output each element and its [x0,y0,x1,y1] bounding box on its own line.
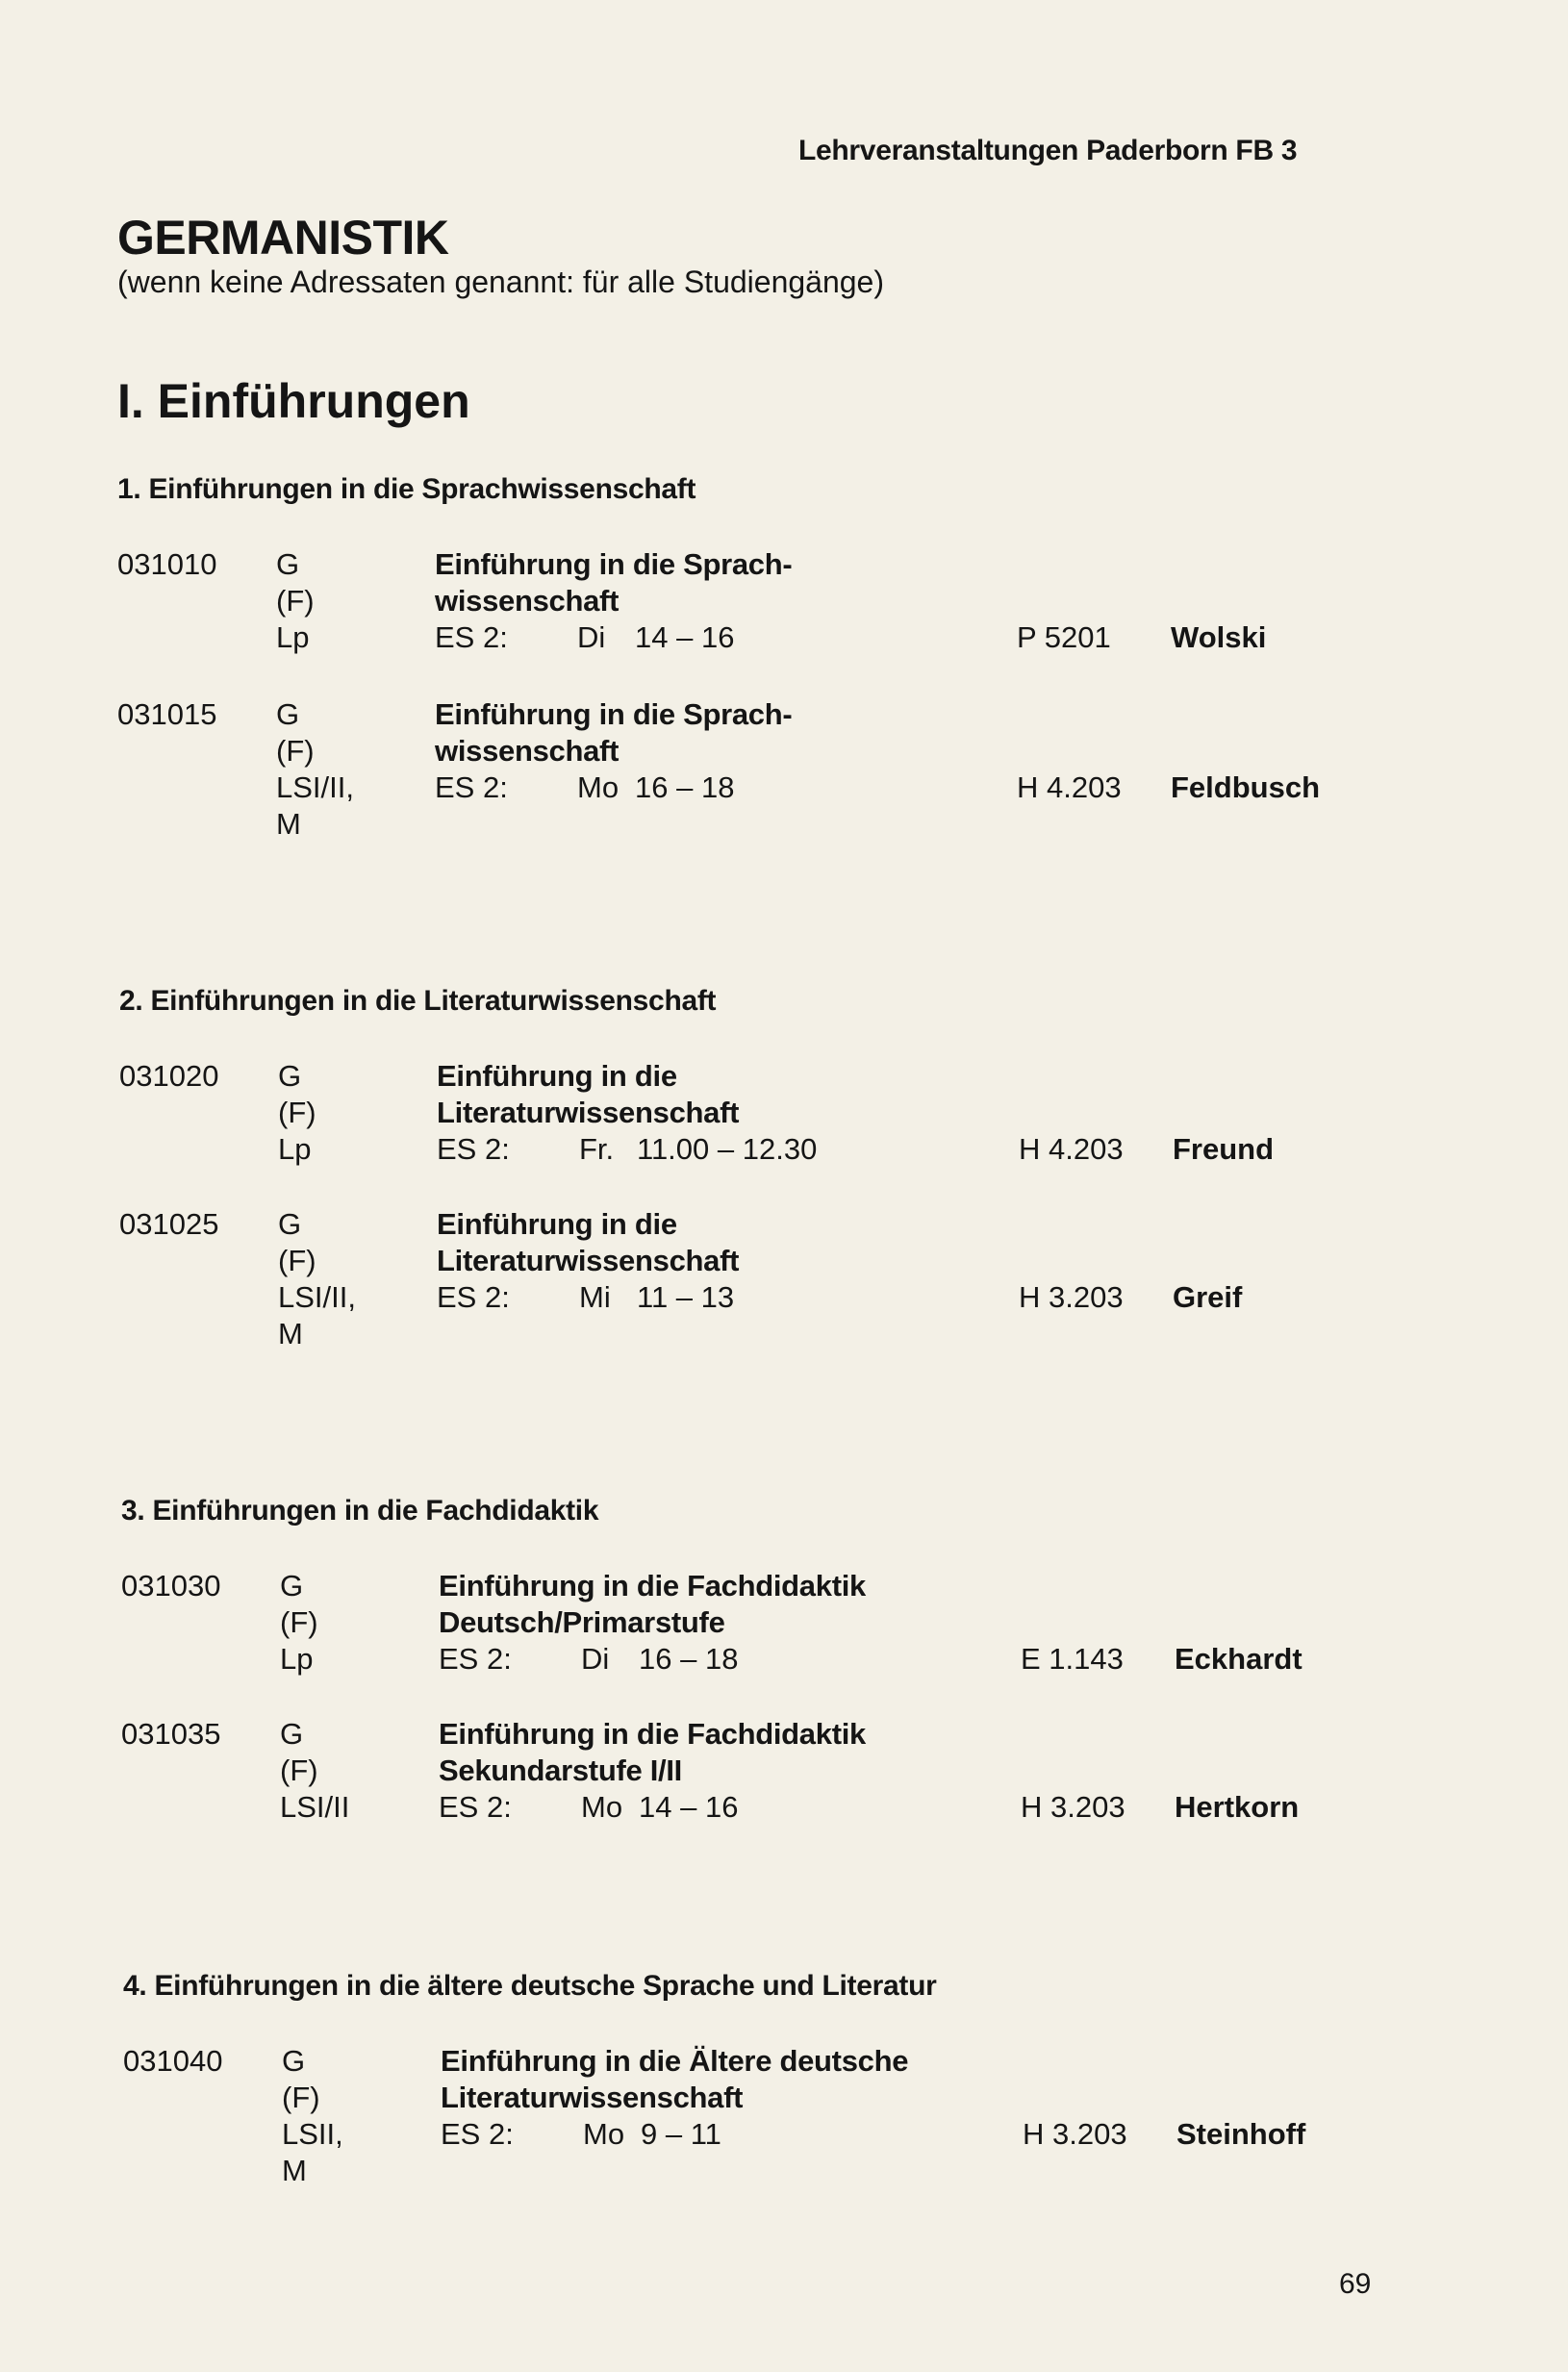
course-es: ES 2: [435,770,508,804]
course-es: ES 2: [437,1280,510,1314]
course-title: Literaturwissenschaft [437,1096,740,1129]
course-title: wissenschaft [435,734,620,768]
course-room: P 5201 [1017,620,1111,654]
course-number: 031035 [121,1717,221,1751]
course-day: Mi [579,1280,611,1314]
course-code: Lp [280,1642,314,1676]
course-time: 16 – 18 [639,1642,739,1676]
course-code: Lp [276,620,310,654]
course-title: Einführung in die [437,1059,677,1093]
course-code: (F) [278,1096,316,1129]
course-room: H 3.203 [1023,2117,1127,2151]
course-code: G [276,697,300,731]
course-room: E 1.143 [1021,1642,1124,1676]
course-title: Sekundarstufe I/II [439,1754,682,1787]
course-time: 11.00 – 12.30 [637,1132,818,1166]
course-code: (F) [282,2081,320,2114]
course-code: Lp [278,1132,312,1166]
course-es: ES 2: [435,620,508,654]
course-code: M [278,1317,303,1350]
course-code: (F) [280,1754,318,1787]
course-title: Einführung in die Fachdidaktik [439,1717,866,1751]
group-title: 2. Einführungen in die Literaturwissenschaft [119,985,717,1017]
course-room: H 3.203 [1021,1790,1125,1824]
course-es: ES 2: [439,1642,512,1676]
course-number: 031030 [121,1569,221,1602]
course-number: 031025 [119,1207,219,1241]
running-head: Lehrveranstaltungen Paderborn FB 3 [798,135,1298,166]
course-code: G [282,2044,306,2078]
course-time: 16 – 18 [635,770,735,804]
course-title: Einführung in die Sprach- [435,697,793,731]
course-day: Mo [581,1790,623,1824]
group-title: 3. Einführungen in die Fachdidaktik [121,1495,599,1527]
course-es: ES 2: [439,1790,512,1824]
course-title: wissenschaft [435,584,620,618]
course-title: Einführung in die Fachdidaktik [439,1569,866,1602]
course-code: G [278,1207,302,1241]
course-lecturer: Feldbusch [1171,770,1321,804]
course-code: LSII, [282,2117,343,2151]
section-heading: I. Einführungen [117,374,470,428]
course-time: 14 – 16 [635,620,735,654]
course-day: Di [581,1642,610,1676]
page-number: 69 [1339,2268,1372,2300]
course-code: G [280,1717,304,1751]
course-es: ES 2: [441,2117,514,2151]
course-code: LSI/II [280,1790,350,1824]
group-title: 4. Einführungen in die ältere deutsche Sprache und Literatur [123,1970,937,2002]
course-code: (F) [278,1244,316,1277]
course-code: LSI/II, [278,1280,356,1314]
course-code: G [276,547,300,581]
course-number: 031040 [123,2044,223,2078]
course-title: Deutsch/Primarstufe [439,1605,725,1639]
course-time: 9 – 11 [641,2117,721,2151]
course-code: G [280,1569,304,1602]
course-lecturer: Greif [1173,1280,1243,1314]
course-day: Di [577,620,606,654]
course-day: Mo [583,2117,625,2151]
course-day: Fr. [579,1132,615,1166]
group-title: 1. Einführungen in die Sprachwissenschaft [117,473,696,505]
course-code: LSI/II, [276,770,354,804]
course-title: Einführung in die Ältere deutsche [441,2044,909,2078]
course-number: 031010 [117,547,217,581]
course-title: Literaturwissenschaft [441,2081,744,2114]
course-lecturer: Eckhardt [1175,1642,1302,1676]
course-code: (F) [276,584,315,618]
course-lecturer: Steinhoff [1176,2117,1306,2151]
course-code: G [278,1059,302,1093]
course-number: 031015 [117,697,217,731]
course-title: Literaturwissenschaft [437,1244,740,1277]
course-code: (F) [280,1605,318,1639]
course-lecturer: Wolski [1171,620,1267,654]
course-title: Einführung in die Sprach- [435,547,793,581]
course-day: Mo [577,770,620,804]
course-number: 031020 [119,1059,219,1093]
course-lecturer: Freund [1173,1132,1275,1166]
course-room: H 3.203 [1019,1280,1124,1314]
page-subtitle: (wenn keine Adressaten genannt: für alle Studiengänge) [117,265,884,299]
course-lecturer: Hertkorn [1175,1790,1300,1824]
course-time: 11 – 13 [637,1280,735,1314]
course-room: H 4.203 [1017,770,1122,804]
course-time: 14 – 16 [639,1790,739,1824]
page-title: GERMANISTIK [117,211,449,265]
course-code: (F) [276,734,315,768]
course-room: H 4.203 [1019,1132,1124,1166]
course-title: Einführung in die [437,1207,677,1241]
course-code: M [282,2154,307,2187]
course-es: ES 2: [437,1132,510,1166]
course-code: M [276,807,301,841]
